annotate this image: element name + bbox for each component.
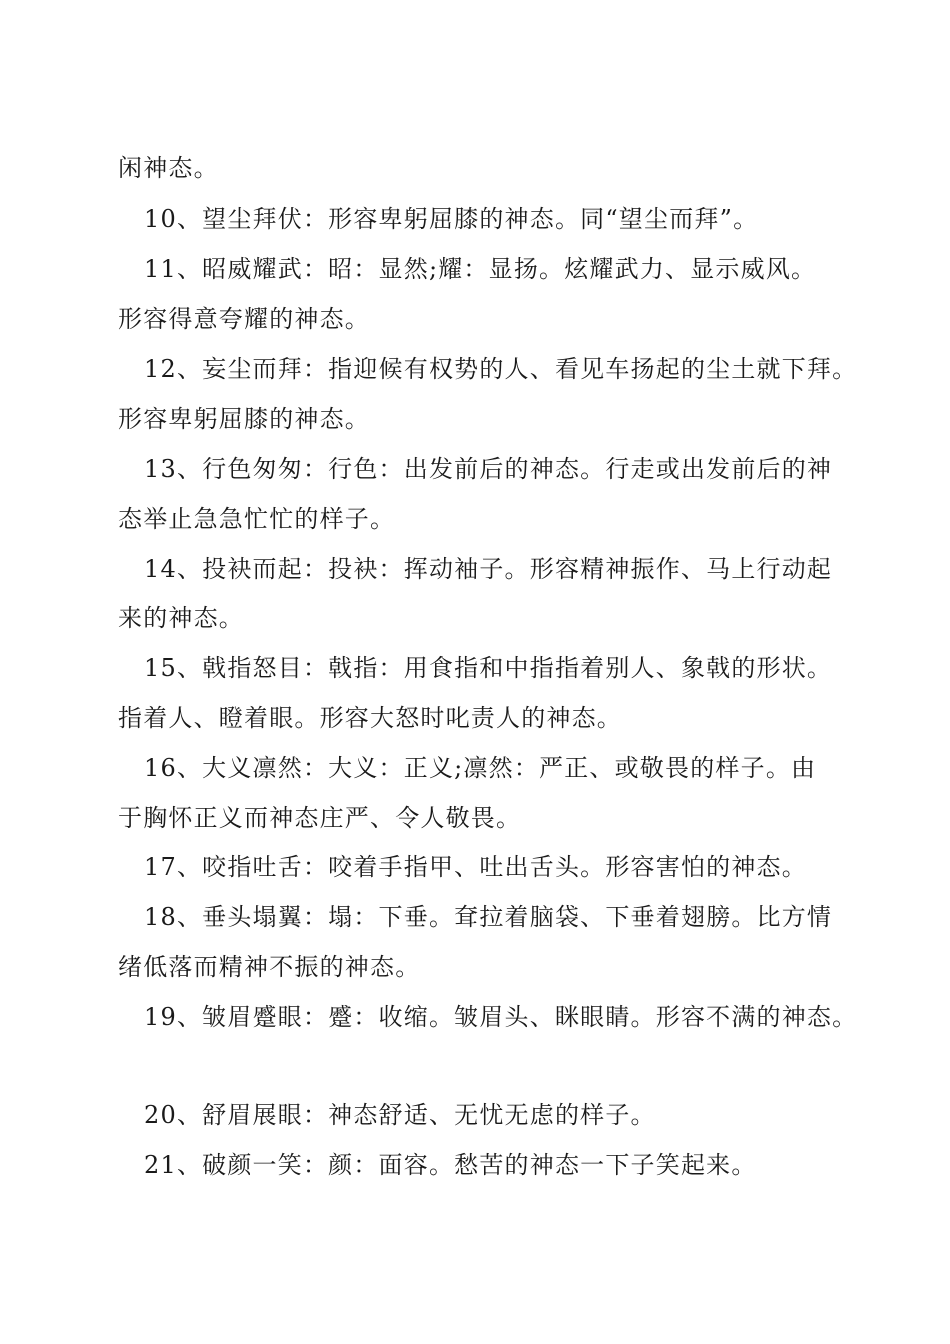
entry-11-cont: 形容得意夸耀的神态。 [118, 305, 370, 333]
entry-14: 14、投袂而起：投袂：挥动袖子。形容精神振作、马上行动起 [144, 555, 833, 583]
entry-11: 11、昭威耀武：昭：显然;耀：显扬。炫耀武力、显示威风。 [144, 255, 817, 283]
entry-21: 21、破颜一笑：颜：面容。愁苦的神态一下子笑起来。 [144, 1151, 757, 1179]
entry-16: 16、大义凛然：大义：正义;凛然：严正、或敬畏的样子。由 [144, 754, 817, 782]
entry-12-cont: 形容卑躬屈膝的神态。 [118, 405, 370, 433]
entry-10: 10、望尘拜伏：形容卑躬屈膝的神态。同“望尘而拜”。 [144, 205, 759, 233]
entry-12: 12、妄尘而拜：指迎候有权势的人、看见车扬起的尘土就下拜。 [144, 355, 858, 383]
entry-13-cont: 态举止急急忙忙的样子。 [118, 505, 396, 533]
entry-20: 20、舒眉展眼：神态舒适、无忧无虑的样子。 [144, 1101, 656, 1129]
entry-18: 18、垂头塌翼：塌：下垂。耷拉着脑袋、下垂着翅膀。比方情 [144, 903, 833, 931]
entry-15: 15、戟指怒目：戟指：用食指和中指指着别人、象戟的形状。 [144, 654, 833, 682]
entry-15-cont: 指着人、瞪着眼。形容大怒时叱责人的神态。 [118, 704, 622, 732]
entry-14-cont: 来的神态。 [118, 604, 244, 632]
entry-19: 19、皱眉蹙眼：蹙：收缩。皱眉头、眯眼睛。形容不满的神态。 [144, 1003, 858, 1031]
text-line-1: 闲神态。 [118, 154, 219, 182]
entry-16-cont: 于胸怀正义而神态庄严、令人敬畏。 [118, 804, 522, 832]
entry-13: 13、行色匆匆：行色：出发前后的神态。行走或出发前后的神 [144, 455, 833, 483]
entry-17: 17、咬指吐舌：咬着手指甲、吐出舌头。形容害怕的神态。 [144, 853, 807, 881]
entry-18-cont: 绪低落而精神不振的神态。 [118, 953, 421, 981]
